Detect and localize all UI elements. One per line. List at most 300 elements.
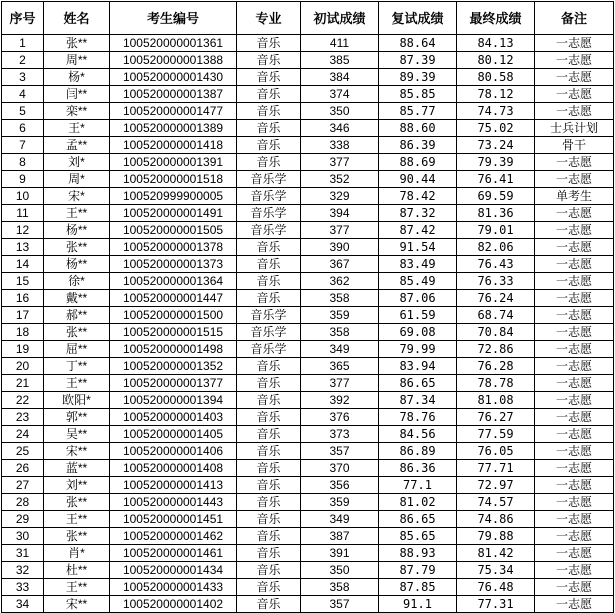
cell-seq: 9 [2, 171, 44, 188]
header-final-score: 最终成绩 [457, 2, 535, 35]
cell-name: 王** [44, 375, 110, 392]
cell-candidate-id: 100520000001461 [110, 545, 237, 562]
cell-seq: 5 [2, 103, 44, 120]
cell-candidate-id: 100520000001377 [110, 375, 237, 392]
cell-retest-score: 88.93 [379, 545, 457, 562]
cell-initial-score: 365 [301, 358, 379, 375]
cell-major: 音乐 [237, 86, 301, 103]
cell-note: 一志愿 [535, 562, 614, 579]
cell-name: 杨* [44, 69, 110, 86]
table-row [2, 341, 614, 358]
cell-seq: 33 [2, 579, 44, 596]
cell-retest-score: 78.42 [379, 188, 457, 205]
table-row [2, 443, 614, 460]
cell-retest-score: 86.65 [379, 375, 457, 392]
cell-major: 音乐 [237, 562, 301, 579]
cell-major: 音乐学 [237, 341, 301, 358]
cell-seq: 24 [2, 426, 44, 443]
cell-seq: 21 [2, 375, 44, 392]
cell-note: 一志愿 [535, 375, 614, 392]
table-row [2, 409, 614, 426]
table-row [2, 137, 614, 154]
cell-retest-score: 61.59 [379, 307, 457, 324]
cell-final-score: 70.84 [457, 324, 535, 341]
cell-name: 张** [44, 528, 110, 545]
cell-final-score: 68.74 [457, 307, 535, 324]
cell-major: 音乐 [237, 460, 301, 477]
cell-name: 宋** [44, 443, 110, 460]
cell-name: 杨** [44, 256, 110, 273]
cell-retest-score: 69.08 [379, 324, 457, 341]
header-note: 备注 [535, 2, 614, 35]
cell-note: 一志愿 [535, 392, 614, 409]
cell-seq: 18 [2, 324, 44, 341]
table-row [2, 103, 614, 120]
table-row [2, 120, 614, 137]
cell-initial-score: 358 [301, 290, 379, 307]
table-row [2, 256, 614, 273]
cell-seq: 31 [2, 545, 44, 562]
cell-name: 王** [44, 579, 110, 596]
cell-note: 一志愿 [535, 324, 614, 341]
cell-initial-score: 377 [301, 222, 379, 239]
cell-candidate-id: 100520000001394 [110, 392, 237, 409]
cell-candidate-id: 100520000001451 [110, 511, 237, 528]
cell-candidate-id: 100520000001405 [110, 426, 237, 443]
cell-note: 一志愿 [535, 426, 614, 443]
cell-note: 一志愿 [535, 171, 614, 188]
cell-final-score: 76.33 [457, 273, 535, 290]
header-name: 姓名 [44, 2, 110, 35]
cell-major: 音乐 [237, 579, 301, 596]
cell-retest-score: 86.39 [379, 137, 457, 154]
cell-note: 一志愿 [535, 443, 614, 460]
cell-major: 音乐 [237, 52, 301, 69]
table-header [2, 2, 614, 35]
cell-note: 一志愿 [535, 460, 614, 477]
cell-note: 一志愿 [535, 222, 614, 239]
cell-seq: 14 [2, 256, 44, 273]
cell-retest-score: 90.44 [379, 171, 457, 188]
cell-final-score: 84.13 [457, 35, 535, 52]
cell-retest-score: 85.65 [379, 528, 457, 545]
table-row [2, 358, 614, 375]
cell-final-score: 79.39 [457, 154, 535, 171]
cell-seq: 26 [2, 460, 44, 477]
table-row [2, 222, 614, 239]
cell-initial-score: 370 [301, 460, 379, 477]
cell-seq: 16 [2, 290, 44, 307]
cell-note: 一志愿 [535, 273, 614, 290]
cell-major: 音乐 [237, 69, 301, 86]
cell-seq: 20 [2, 358, 44, 375]
cell-name: 吴** [44, 426, 110, 443]
cell-name: 王* [44, 120, 110, 137]
cell-seq: 7 [2, 137, 44, 154]
cell-seq: 23 [2, 409, 44, 426]
cell-retest-score: 86.89 [379, 443, 457, 460]
cell-seq: 25 [2, 443, 44, 460]
cell-major: 音乐 [237, 137, 301, 154]
cell-initial-score: 358 [301, 579, 379, 596]
cell-major: 音乐 [237, 256, 301, 273]
cell-note: 一志愿 [535, 86, 614, 103]
cell-seq: 13 [2, 239, 44, 256]
cell-note: 一志愿 [535, 511, 614, 528]
cell-major: 音乐 [237, 35, 301, 52]
cell-seq: 34 [2, 596, 44, 613]
cell-candidate-id: 100520999900005 [110, 188, 237, 205]
cell-final-score: 76.27 [457, 409, 535, 426]
cell-final-score: 79.01 [457, 222, 535, 239]
cell-name: 郭** [44, 409, 110, 426]
cell-seq: 2 [2, 52, 44, 69]
cell-final-score: 76.24 [457, 290, 535, 307]
cell-final-score: 76.48 [457, 579, 535, 596]
cell-final-score: 77.59 [457, 426, 535, 443]
cell-candidate-id: 100520000001388 [110, 52, 237, 69]
cell-note: 一志愿 [535, 358, 614, 375]
cell-final-score: 72.86 [457, 341, 535, 358]
cell-name: 杨** [44, 222, 110, 239]
cell-seq: 4 [2, 86, 44, 103]
cell-retest-score: 87.42 [379, 222, 457, 239]
cell-note: 骨干 [535, 137, 614, 154]
cell-retest-score: 91.1 [379, 596, 457, 613]
cell-seq: 11 [2, 205, 44, 222]
cell-retest-score: 87.39 [379, 52, 457, 69]
cell-initial-score: 384 [301, 69, 379, 86]
cell-final-score: 76.28 [457, 358, 535, 375]
cell-retest-score: 78.76 [379, 409, 457, 426]
cell-retest-score: 83.94 [379, 358, 457, 375]
cell-major: 音乐 [237, 120, 301, 137]
cell-major: 音乐 [237, 494, 301, 511]
cell-note: 一志愿 [535, 545, 614, 562]
cell-seq: 28 [2, 494, 44, 511]
cell-major: 音乐 [237, 239, 301, 256]
cell-initial-score: 373 [301, 426, 379, 443]
cell-candidate-id: 100520000001462 [110, 528, 237, 545]
cell-major: 音乐学 [237, 307, 301, 324]
cell-major: 音乐 [237, 103, 301, 120]
cell-candidate-id: 100520000001498 [110, 341, 237, 358]
cell-note: 一志愿 [535, 69, 614, 86]
cell-major: 音乐学 [237, 205, 301, 222]
cell-seq: 1 [2, 35, 44, 52]
cell-final-score: 75.02 [457, 120, 535, 137]
cell-note: 一志愿 [535, 477, 614, 494]
cell-retest-score: 91.54 [379, 239, 457, 256]
cell-seq: 17 [2, 307, 44, 324]
table-row [2, 307, 614, 324]
cell-initial-score: 394 [301, 205, 379, 222]
cell-initial-score: 349 [301, 511, 379, 528]
table-row [2, 35, 614, 52]
cell-retest-score: 87.85 [379, 579, 457, 596]
header-seq: 序号 [2, 2, 44, 35]
cell-final-score: 80.58 [457, 69, 535, 86]
cell-major: 音乐 [237, 443, 301, 460]
cell-major: 音乐 [237, 477, 301, 494]
cell-retest-score: 88.69 [379, 154, 457, 171]
cell-retest-score: 89.39 [379, 69, 457, 86]
cell-candidate-id: 100520000001500 [110, 307, 237, 324]
cell-candidate-id: 100520000001443 [110, 494, 237, 511]
cell-initial-score: 385 [301, 52, 379, 69]
table-row [2, 375, 614, 392]
cell-major: 音乐学 [237, 324, 301, 341]
cell-final-score: 75.34 [457, 562, 535, 579]
cell-seq: 22 [2, 392, 44, 409]
cell-seq: 10 [2, 188, 44, 205]
cell-name: 张** [44, 35, 110, 52]
header-retest-score: 复试成绩 [379, 2, 457, 35]
cell-major: 音乐 [237, 273, 301, 290]
cell-initial-score: 390 [301, 239, 379, 256]
cell-retest-score: 88.64 [379, 35, 457, 52]
cell-candidate-id: 100520000001430 [110, 69, 237, 86]
table-row [2, 205, 614, 222]
cell-name: 杜** [44, 562, 110, 579]
cell-retest-score: 84.56 [379, 426, 457, 443]
table-row [2, 154, 614, 171]
cell-major: 音乐 [237, 528, 301, 545]
cell-retest-score: 77.1 [379, 477, 457, 494]
cell-name: 宋* [44, 188, 110, 205]
cell-note: 一志愿 [535, 528, 614, 545]
header-major: 专业 [237, 2, 301, 35]
table-row [2, 511, 614, 528]
cell-major: 音乐学 [237, 171, 301, 188]
cell-major: 音乐 [237, 596, 301, 613]
cell-note: 一志愿 [535, 154, 614, 171]
cell-seq: 12 [2, 222, 44, 239]
cell-note: 一志愿 [535, 341, 614, 358]
cell-final-score: 80.12 [457, 52, 535, 69]
cell-initial-score: 367 [301, 256, 379, 273]
table-row [2, 290, 614, 307]
cell-major: 音乐 [237, 511, 301, 528]
cell-seq: 15 [2, 273, 44, 290]
cell-name: 刘** [44, 477, 110, 494]
cell-initial-score: 352 [301, 171, 379, 188]
cell-note: 一志愿 [535, 290, 614, 307]
cell-name: 张** [44, 239, 110, 256]
cell-final-score: 78.12 [457, 86, 535, 103]
cell-candidate-id: 100520000001413 [110, 477, 237, 494]
cell-initial-score: 338 [301, 137, 379, 154]
cell-note: 单考生 [535, 188, 614, 205]
cell-name: 栾** [44, 103, 110, 120]
cell-name: 肖* [44, 545, 110, 562]
cell-candidate-id: 100520000001505 [110, 222, 237, 239]
cell-candidate-id: 100520000001515 [110, 324, 237, 341]
cell-retest-score: 87.06 [379, 290, 457, 307]
cell-note: 一志愿 [535, 596, 614, 613]
cell-name: 宋** [44, 596, 110, 613]
cell-name: 蓝** [44, 460, 110, 477]
header-row [2, 2, 614, 35]
cell-note: 一志愿 [535, 579, 614, 596]
cell-candidate-id: 100520000001403 [110, 409, 237, 426]
cell-candidate-id: 100520000001418 [110, 137, 237, 154]
cell-initial-score: 374 [301, 86, 379, 103]
cell-candidate-id: 100520000001373 [110, 256, 237, 273]
cell-final-score: 77.71 [457, 460, 535, 477]
cell-initial-score: 359 [301, 307, 379, 324]
cell-name: 周** [44, 52, 110, 69]
cell-candidate-id: 100520000001408 [110, 460, 237, 477]
cell-retest-score: 85.77 [379, 103, 457, 120]
cell-candidate-id: 100520000001361 [110, 35, 237, 52]
cell-major: 音乐 [237, 358, 301, 375]
header-candidate-id: 考生编号 [110, 2, 237, 35]
table-body [2, 35, 614, 613]
cell-name: 周* [44, 171, 110, 188]
cell-seq: 19 [2, 341, 44, 358]
cell-retest-score: 86.36 [379, 460, 457, 477]
cell-seq: 29 [2, 511, 44, 528]
cell-initial-score: 350 [301, 103, 379, 120]
cell-candidate-id: 100520000001447 [110, 290, 237, 307]
table-row [2, 596, 614, 613]
table-row [2, 52, 614, 69]
table-row [2, 426, 614, 443]
cell-final-score: 74.73 [457, 103, 535, 120]
table-row [2, 562, 614, 579]
cell-candidate-id: 100520000001391 [110, 154, 237, 171]
cell-initial-score: 377 [301, 154, 379, 171]
cell-candidate-id: 100520000001406 [110, 443, 237, 460]
cell-retest-score: 87.79 [379, 562, 457, 579]
cell-note: 一志愿 [535, 307, 614, 324]
header-initial-score: 初试成绩 [301, 2, 379, 35]
cell-retest-score: 83.49 [379, 256, 457, 273]
cell-final-score: 74.57 [457, 494, 535, 511]
cell-initial-score: 377 [301, 375, 379, 392]
cell-final-score: 78.78 [457, 375, 535, 392]
cell-final-score: 74.86 [457, 511, 535, 528]
cell-note: 一志愿 [535, 103, 614, 120]
cell-name: 孟** [44, 137, 110, 154]
cell-name: 闫** [44, 86, 110, 103]
cell-name: 王** [44, 205, 110, 222]
cell-note: 一志愿 [535, 52, 614, 69]
cell-candidate-id: 100520000001378 [110, 239, 237, 256]
cell-final-score: 76.05 [457, 443, 535, 460]
cell-final-score: 76.43 [457, 256, 535, 273]
cell-initial-score: 357 [301, 443, 379, 460]
cell-initial-score: 356 [301, 477, 379, 494]
table-row [2, 528, 614, 545]
cell-note: 一志愿 [535, 205, 614, 222]
cell-major: 音乐学 [237, 222, 301, 239]
cell-seq: 32 [2, 562, 44, 579]
cell-initial-score: 411 [301, 35, 379, 52]
cell-initial-score: 359 [301, 494, 379, 511]
cell-name: 张** [44, 494, 110, 511]
cell-candidate-id: 100520000001389 [110, 120, 237, 137]
cell-retest-score: 85.85 [379, 86, 457, 103]
cell-candidate-id: 100520000001352 [110, 358, 237, 375]
cell-retest-score: 87.34 [379, 392, 457, 409]
table-row [2, 188, 614, 205]
cell-retest-score: 87.32 [379, 205, 457, 222]
cell-initial-score: 376 [301, 409, 379, 426]
cell-initial-score: 346 [301, 120, 379, 137]
cell-note: 士兵计划 [535, 120, 614, 137]
cell-final-score: 72.97 [457, 477, 535, 494]
table-row [2, 392, 614, 409]
admission-results-table [1, 1, 614, 613]
cell-seq: 3 [2, 69, 44, 86]
cell-major: 音乐 [237, 426, 301, 443]
cell-final-score: 82.06 [457, 239, 535, 256]
table-row [2, 579, 614, 596]
cell-seq: 8 [2, 154, 44, 171]
cell-initial-score: 391 [301, 545, 379, 562]
cell-final-score: 79.88 [457, 528, 535, 545]
cell-name: 屈** [44, 341, 110, 358]
cell-retest-score: 79.99 [379, 341, 457, 358]
cell-name: 丁** [44, 358, 110, 375]
cell-note: 一志愿 [535, 239, 614, 256]
table-row [2, 273, 614, 290]
cell-final-score: 76.41 [457, 171, 535, 188]
cell-final-score: 81.36 [457, 205, 535, 222]
table-row [2, 494, 614, 511]
cell-note: 一志愿 [535, 35, 614, 52]
cell-initial-score: 387 [301, 528, 379, 545]
cell-final-score: 81.08 [457, 392, 535, 409]
cell-name: 王** [44, 511, 110, 528]
cell-candidate-id: 100520000001434 [110, 562, 237, 579]
cell-major: 音乐 [237, 409, 301, 426]
table-row [2, 171, 614, 188]
cell-candidate-id: 100520000001477 [110, 103, 237, 120]
cell-retest-score: 81.02 [379, 494, 457, 511]
cell-name: 张** [44, 324, 110, 341]
cell-name: 欧阳* [44, 392, 110, 409]
table-row [2, 86, 614, 103]
cell-initial-score: 358 [301, 324, 379, 341]
cell-note: 一志愿 [535, 494, 614, 511]
cell-final-score: 81.42 [457, 545, 535, 562]
cell-note: 一志愿 [535, 256, 614, 273]
table-row [2, 545, 614, 562]
cell-name: 徐* [44, 273, 110, 290]
cell-final-score: 77.31 [457, 596, 535, 613]
cell-final-score: 73.24 [457, 137, 535, 154]
cell-name: 戴** [44, 290, 110, 307]
cell-initial-score: 349 [301, 341, 379, 358]
cell-candidate-id: 100520000001433 [110, 579, 237, 596]
cell-note: 一志愿 [535, 409, 614, 426]
cell-retest-score: 88.60 [379, 120, 457, 137]
table-row [2, 477, 614, 494]
cell-major: 音乐学 [237, 188, 301, 205]
cell-candidate-id: 100520000001402 [110, 596, 237, 613]
cell-major: 音乐 [237, 375, 301, 392]
cell-seq: 27 [2, 477, 44, 494]
cell-final-score: 69.59 [457, 188, 535, 205]
cell-major: 音乐 [237, 545, 301, 562]
cell-major: 音乐 [237, 392, 301, 409]
cell-initial-score: 392 [301, 392, 379, 409]
cell-major: 音乐 [237, 154, 301, 171]
cell-candidate-id: 100520000001364 [110, 273, 237, 290]
